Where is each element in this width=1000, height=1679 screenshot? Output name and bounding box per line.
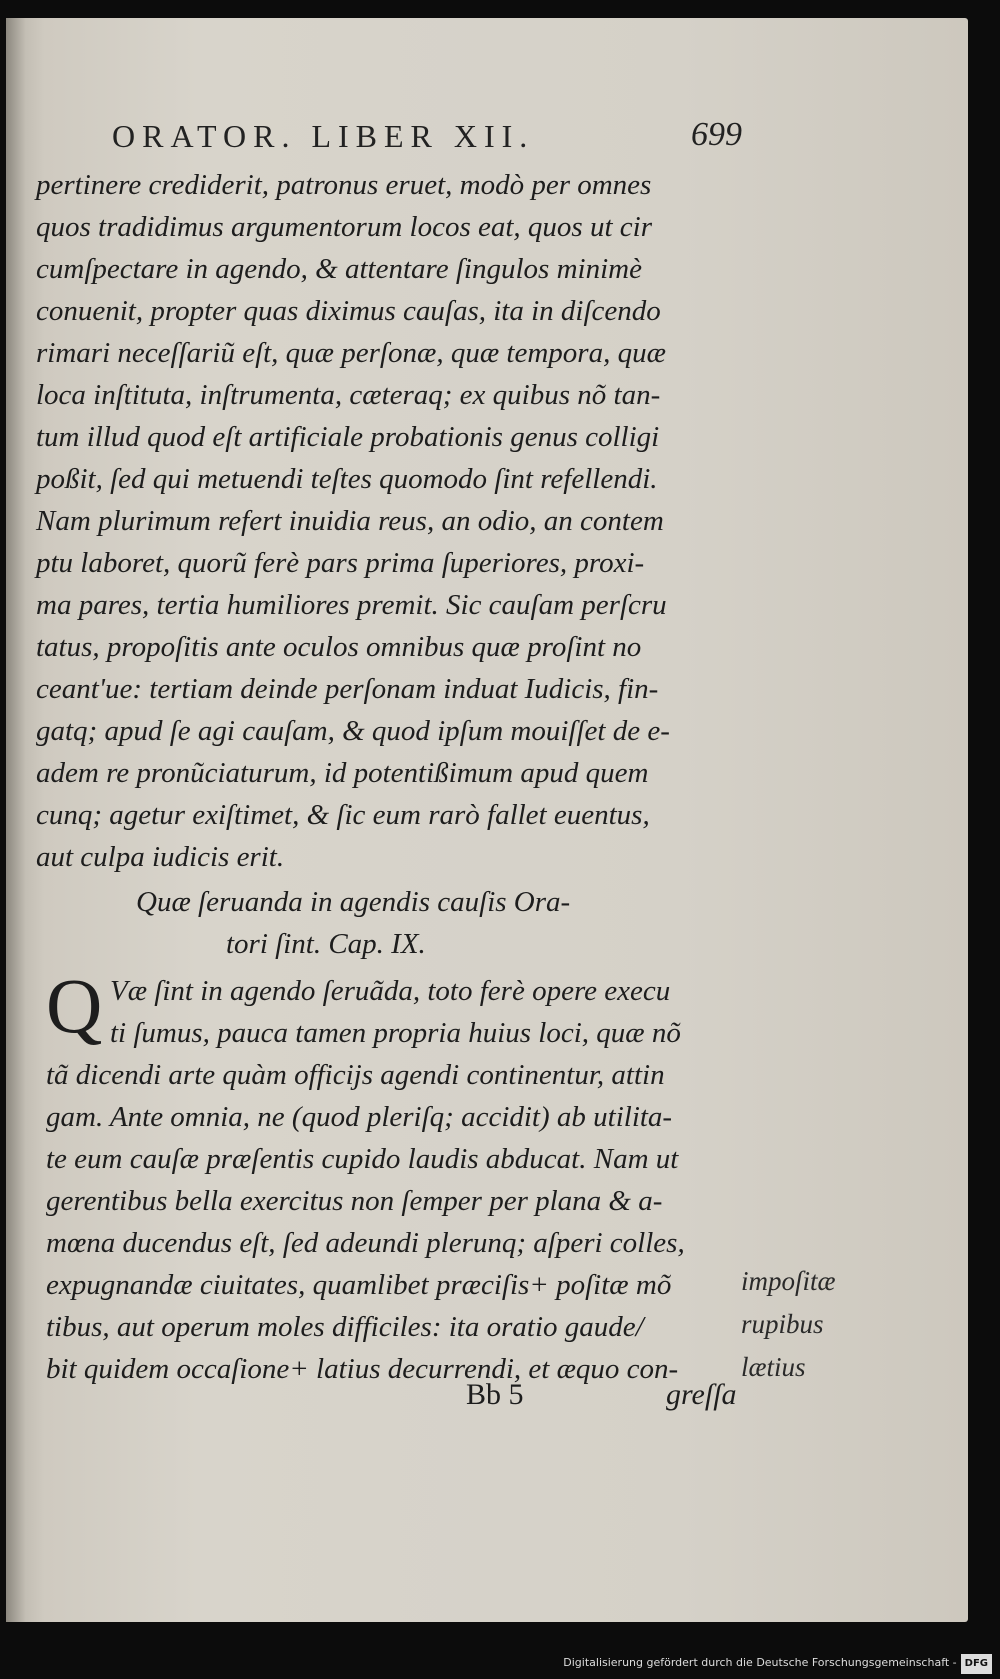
text-line: pertinere crediderit, patronus eruet, modò per omnes (36, 169, 652, 201)
body-text (36, 164, 736, 878)
text-line: conuenit, propter quas diximus cauſas, ita in diſcendo (36, 295, 661, 327)
text-line: ti ſumus, pauca tamen propria huius loci, quæ nõ (110, 1017, 681, 1049)
text-line: gerentibus bella exercitus non ſemper per plana & a- (46, 1185, 663, 1217)
text-line: quos tradidimus argumentorum locos eat, quos ut cir (36, 211, 652, 243)
text-line: mœna ducendus eſt, ſed adeundi plerunq; aſperi colles, (46, 1227, 685, 1259)
text-line: tã dicendi arte quàm officijs agendi continentur, attin (46, 1059, 665, 1091)
text-line: expugnandæ ciuitates, quamlibet præciſis+ poſitæ mõ (46, 1269, 672, 1301)
text-line: gam. Ante omnia, ne (quod pleriſq; accidit) ab utilita- (46, 1101, 673, 1133)
text-line: te eum cauſæ præſentis cupido laudis abducat. Nam ut (46, 1143, 679, 1175)
text-line: Væ ſint in agendo ſeruãda, toto ferè opere execu (110, 975, 671, 1007)
signature-mark: Bb 5 (466, 1378, 524, 1411)
text-line: bit quidem occaſione+ latius decurrendi, et æquo con- (46, 1353, 679, 1385)
text-line: cunq; agetur exiſtimet, & ſic eum rarò fallet euentus, (36, 799, 650, 831)
page-spine-shadow (6, 18, 26, 1622)
page-number: 699 (691, 116, 742, 153)
margin-notes (741, 1260, 881, 1389)
drop-capital: Q (46, 962, 103, 1049)
catchword: greſſa (666, 1378, 737, 1411)
digitization-credit (563, 1653, 992, 1673)
credit-text: Digitalisierung gefördert durch die Deutsche Forschungsgemeinschaft - (563, 1656, 957, 1669)
running-header (112, 116, 742, 160)
text-line: adem re pronũciaturum, id potentißimum apud quem (36, 757, 649, 789)
text-line: tatus, propoſitis ante oculos omnibus quæ proſint no (36, 631, 642, 663)
text-line: poßit, ſed qui metuendi teſtes quomodo ſint refellendi. (36, 463, 658, 495)
margin-note: lætius (741, 1352, 806, 1382)
running-title: ORATOR. LIBER XII. (112, 118, 535, 154)
text-line: tibus, aut operum moles difficiles: ita oratio gaude/ (46, 1311, 644, 1343)
page-footer (466, 1378, 766, 1422)
text-line: ptu laboret, quorũ ferè pars prima ſuperiores, proxi- (36, 547, 645, 579)
margin-note: rupibus (741, 1309, 824, 1339)
text-line: loca inſtituta, inſtrumenta, cæteraq; ex quibus nõ tan- (36, 379, 661, 411)
chapter-heading-line-2: tori ſint. Cap. IX. (226, 928, 426, 960)
text-line: ceant'ue: tertiam deinde perſonam induat Iudicis, fin- (36, 673, 659, 705)
book-page (6, 18, 968, 1622)
text-line: gatq; apud ſe agi cauſam, & quod ipſum mouiſſet de e- (36, 715, 670, 747)
text-line: ma pares, tertia humiliores premit. Sic cauſam perſcru (36, 589, 667, 621)
text-line: aut culpa iudicis erit. (36, 841, 285, 873)
text-line: rimari neceſſariũ eſt, quæ perſonæ, quæ tempora, quæ (36, 337, 666, 369)
text-line: cumſpectare in agendo, & attentare ſingulos minimè (36, 253, 642, 285)
margin-note: impoſitæ (741, 1266, 836, 1296)
text-line: tum illud quod eſt artificiale probationis genus colligi (36, 421, 660, 453)
chapter-heading-line-1: Quæ ſeruanda in agendis cauſis Ora- (136, 886, 571, 918)
dfg-badge: DFG (961, 1654, 992, 1674)
chapter-text (46, 962, 746, 1390)
text-line: Nam plurimum refert inuidia reus, an odio, an contem (36, 505, 664, 537)
